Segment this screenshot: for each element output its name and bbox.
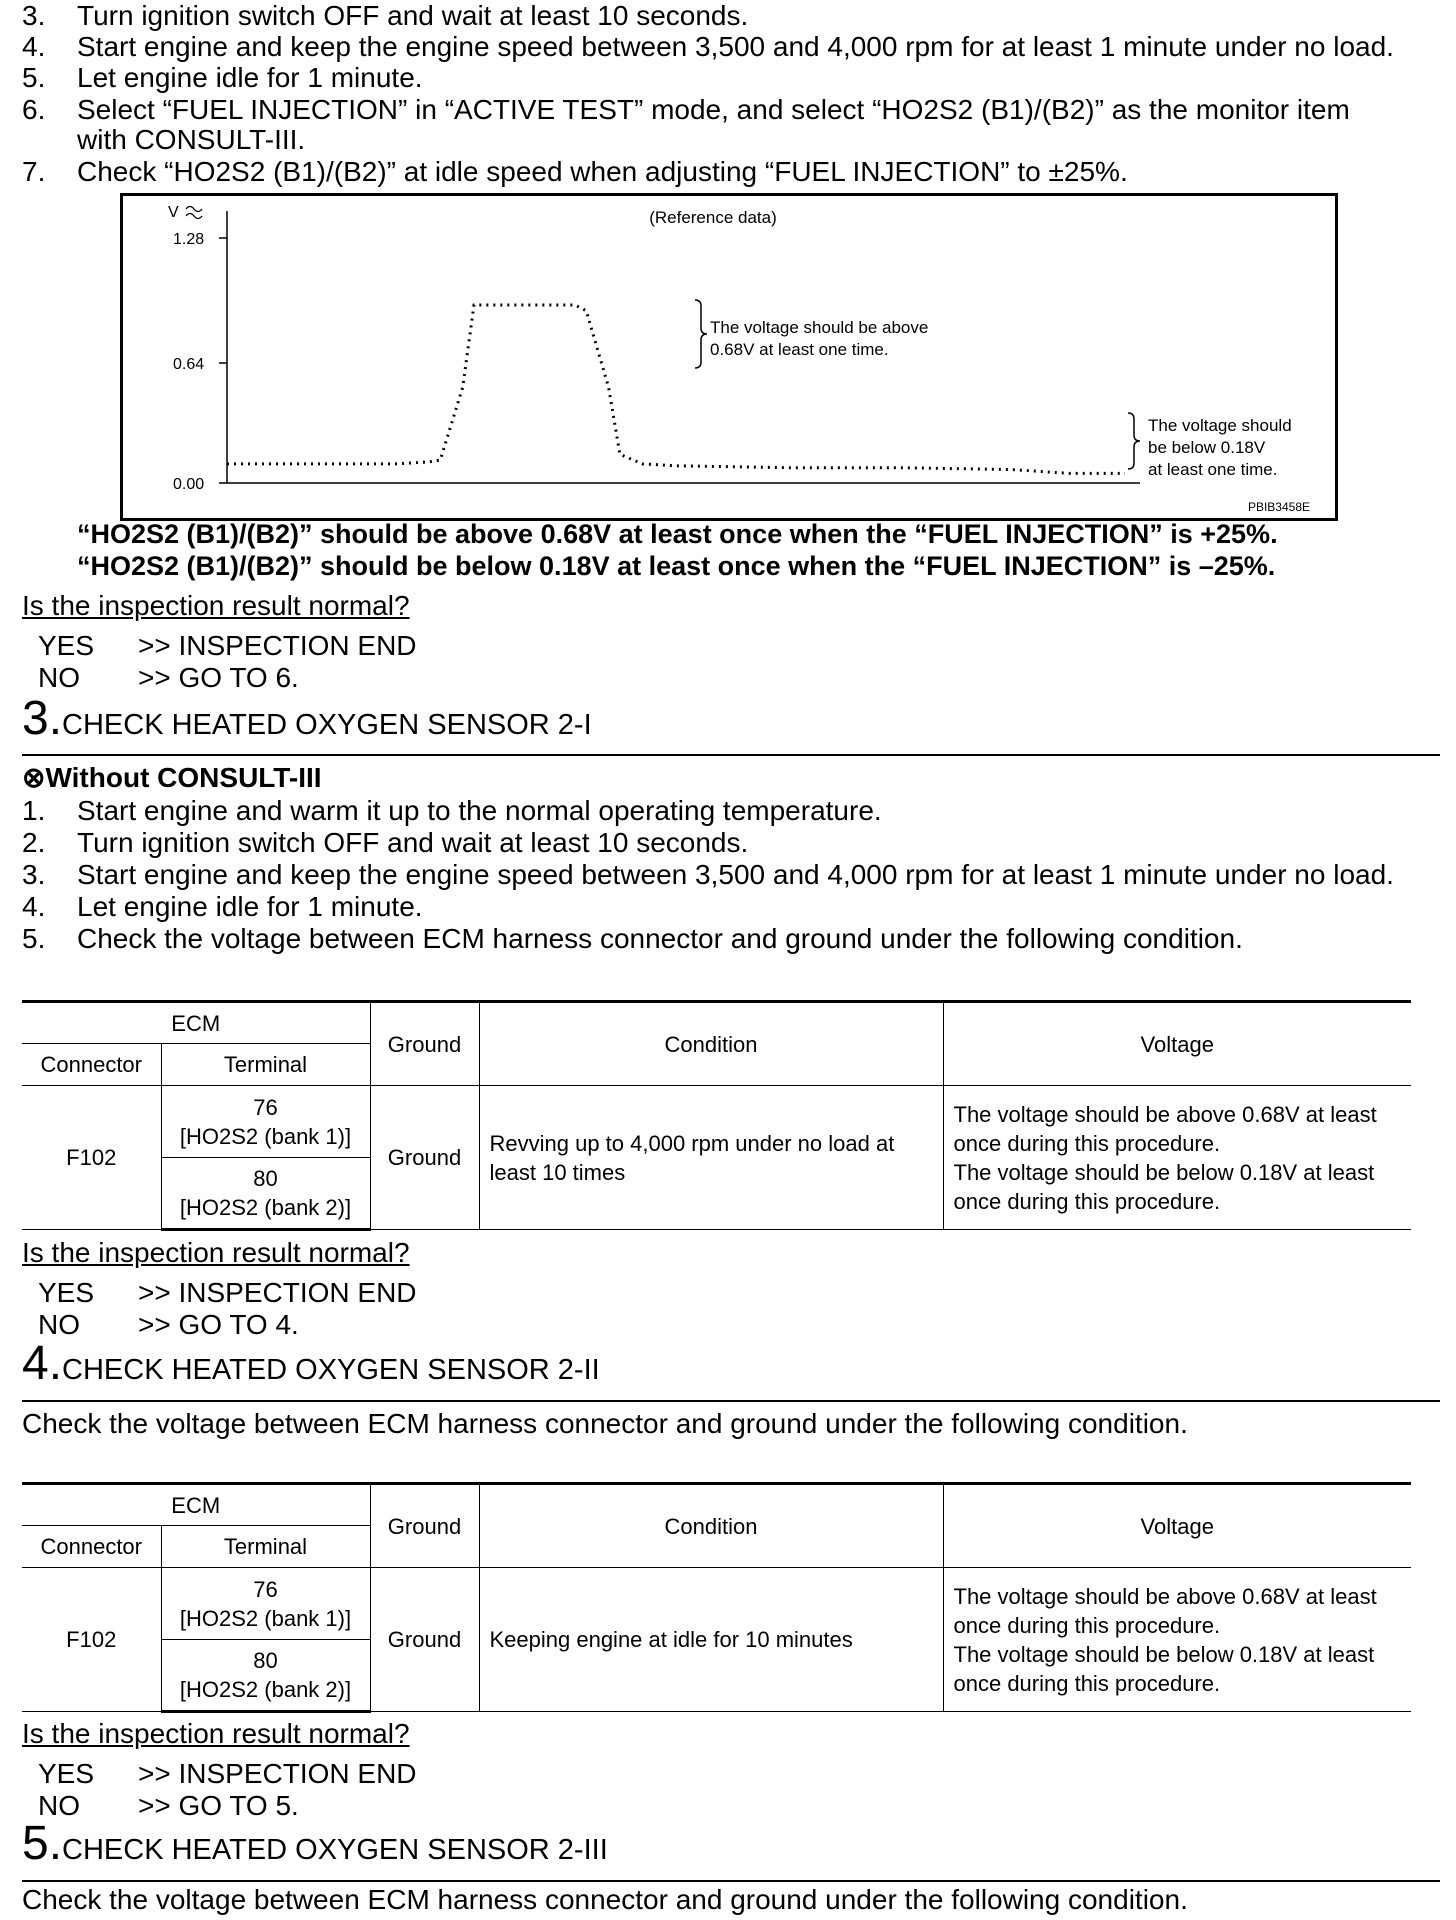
header-voltage: Voltage (943, 1002, 1411, 1086)
header-connector: Connector (22, 1044, 161, 1086)
section-heading (22, 692, 592, 745)
section-rule (22, 1400, 1440, 1402)
section-number: 3. (22, 692, 63, 745)
step-text: Turn ignition switch OFF and wait at least 10 seconds. (77, 827, 749, 858)
cell-terminal: 76 [HO2S2 (bank 1)] (161, 1086, 370, 1158)
yes-label: YES (38, 1758, 95, 1789)
step-text: Start engine and keep the engine speed between 3,500 and 4,000 rpm for at least 1 minute under no load. (77, 859, 1394, 890)
figure-code: PBIB3458E (1247, 500, 1310, 514)
note-low-line: at least one time. (1148, 460, 1278, 479)
step-number: 1. (22, 795, 46, 826)
step-text: Start engine and keep the engine speed between 3,500 and 4,000 rpm for at least 1 minute under no load. (77, 31, 1394, 62)
step-number: 2. (22, 827, 46, 858)
cell-terminal: 76 [HO2S2 (bank 1)] (161, 1568, 370, 1640)
section-title: CHECK HEATED OXYGEN SENSOR 2-III (62, 1834, 608, 1866)
section-title: CHECK HEATED OXYGEN SENSOR 2-II (62, 1354, 600, 1386)
inspection-question: Is the inspection result normal? (22, 1237, 410, 1268)
cell-terminal: 80 [HO2S2 (bank 2)] (161, 1640, 370, 1712)
reference-voltage-chart (120, 193, 1338, 521)
no-action: >> GO TO 5. (138, 1790, 299, 1821)
section-heading (22, 1337, 600, 1390)
header-connector: Connector (22, 1526, 161, 1568)
y-tick-label: 1.28 (173, 231, 205, 248)
cell-terminal: 80 [HO2S2 (bank 2)] (161, 1158, 370, 1230)
header-ground: Ground (370, 1484, 479, 1568)
step-number: 5. (22, 923, 46, 954)
bold-note: “HO2S2 (B1)/(B2)” should be below 0.18V at least once when the “FUEL INJECTION” is –25%. (77, 551, 1276, 581)
cell-voltage: The voltage should be above 0.68V at least once during this procedure. The voltage should be below 0.18V at least once during this procedure. (943, 1568, 1411, 1712)
yes-action: >> INSPECTION END (138, 1758, 417, 1789)
step-number: 7. (22, 156, 46, 187)
header-ground: Ground (370, 1002, 479, 1086)
no-action: >> GO TO 4. (138, 1309, 299, 1340)
yes-label: YES (38, 1277, 95, 1308)
section-title: CHECK HEATED OXYGEN SENSOR 2-I (62, 709, 592, 741)
yes-action: >> INSPECTION END (138, 630, 417, 661)
y-tick-label: 0.64 (173, 356, 205, 373)
section-number: 5. (22, 1817, 63, 1870)
no-label: NO (38, 1790, 80, 1821)
ecm-voltage-table (22, 1000, 1411, 1231)
bold-note: “HO2S2 (B1)/(B2)” should be above 0.68V at least once when the “FUEL INJECTION” is +25%. (77, 519, 1278, 549)
step-number: 6. (22, 94, 46, 125)
step-text: Check the voltage between ECM harness connector and ground under the following condition. (77, 923, 1243, 954)
yes-action: >> INSPECTION END (138, 1277, 417, 1308)
step-text: Let engine idle for 1 minute. (77, 62, 423, 93)
cell-condition: Revving up to 4,000 rpm under no load at least 10 times (479, 1086, 943, 1230)
step-number: 4. (22, 31, 46, 62)
step-number: 3. (22, 859, 46, 890)
chart-title: (Reference data) (649, 208, 777, 227)
no-label: NO (38, 662, 80, 693)
yes-label: YES (38, 630, 95, 661)
header-terminal: Terminal (161, 1044, 370, 1086)
note-low-line: be below 0.18V (1148, 438, 1266, 457)
header-terminal: Terminal (161, 1526, 370, 1568)
section-number: 4. (22, 1337, 63, 1390)
section-rule (22, 1880, 1440, 1882)
cell-condition: Keeping engine at idle for 10 minutes (479, 1568, 943, 1712)
cell-ground: Ground (370, 1568, 479, 1712)
step-text: Turn ignition switch OFF and wait at least 10 seconds. (77, 0, 749, 31)
note-high-line: 0.68V at least one time. (710, 340, 889, 359)
header-condition: Condition (479, 1484, 943, 1568)
step-text: Start engine and warm it up to the normal operating temperature. (77, 795, 882, 826)
section-heading (22, 1817, 608, 1870)
cell-voltage: The voltage should be above 0.68V at least once during this procedure. The voltage should be below 0.18V at least once during this procedure. (943, 1086, 1411, 1230)
y-unit-label: V (168, 204, 179, 221)
note-high-line: The voltage should be above (710, 318, 929, 337)
no-action: >> GO TO 6. (138, 662, 299, 693)
inspection-question: Is the inspection result normal? (22, 1718, 410, 1749)
note-low-line: The voltage should (1148, 416, 1292, 435)
header-ecm: ECM (22, 1484, 370, 1526)
mode-label: ⊗Without CONSULT-III (22, 762, 322, 793)
step-text: Let engine idle for 1 minute. (77, 891, 423, 922)
consult-off-icon: ⊗ (22, 762, 46, 793)
step-number: 3. (22, 0, 46, 31)
cell-connector: F102 (22, 1568, 161, 1712)
cell-ground: Ground (370, 1086, 479, 1230)
no-label: NO (38, 1309, 80, 1340)
header-ecm: ECM (22, 1002, 370, 1044)
inspection-question: Is the inspection result normal? (22, 590, 410, 621)
instruction-text: Check the voltage between ECM harness connector and ground under the following condition. (22, 1408, 1188, 1439)
step-text: Check “HO2S2 (B1)/(B2)” at idle speed when adjusting “FUEL INJECTION” to ±25%. (77, 156, 1128, 187)
step-text: Select “FUEL INJECTION” in “ACTIVE TEST” mode, and select “HO2S2 (B1)/(B2)” as the monitor item (77, 94, 1350, 125)
cell-connector: F102 (22, 1086, 161, 1230)
ecm-voltage-table (22, 1482, 1411, 1713)
instruction-text: Check the voltage between ECM harness connector and ground under the following condition. (22, 1884, 1188, 1915)
step-text-continued: with CONSULT-III. (77, 124, 306, 155)
step-number: 5. (22, 62, 46, 93)
header-condition: Condition (479, 1002, 943, 1086)
y-tick-label: 0.00 (173, 476, 205, 493)
section-rule (22, 754, 1440, 756)
step-number: 4. (22, 891, 46, 922)
header-voltage: Voltage (943, 1484, 1411, 1568)
